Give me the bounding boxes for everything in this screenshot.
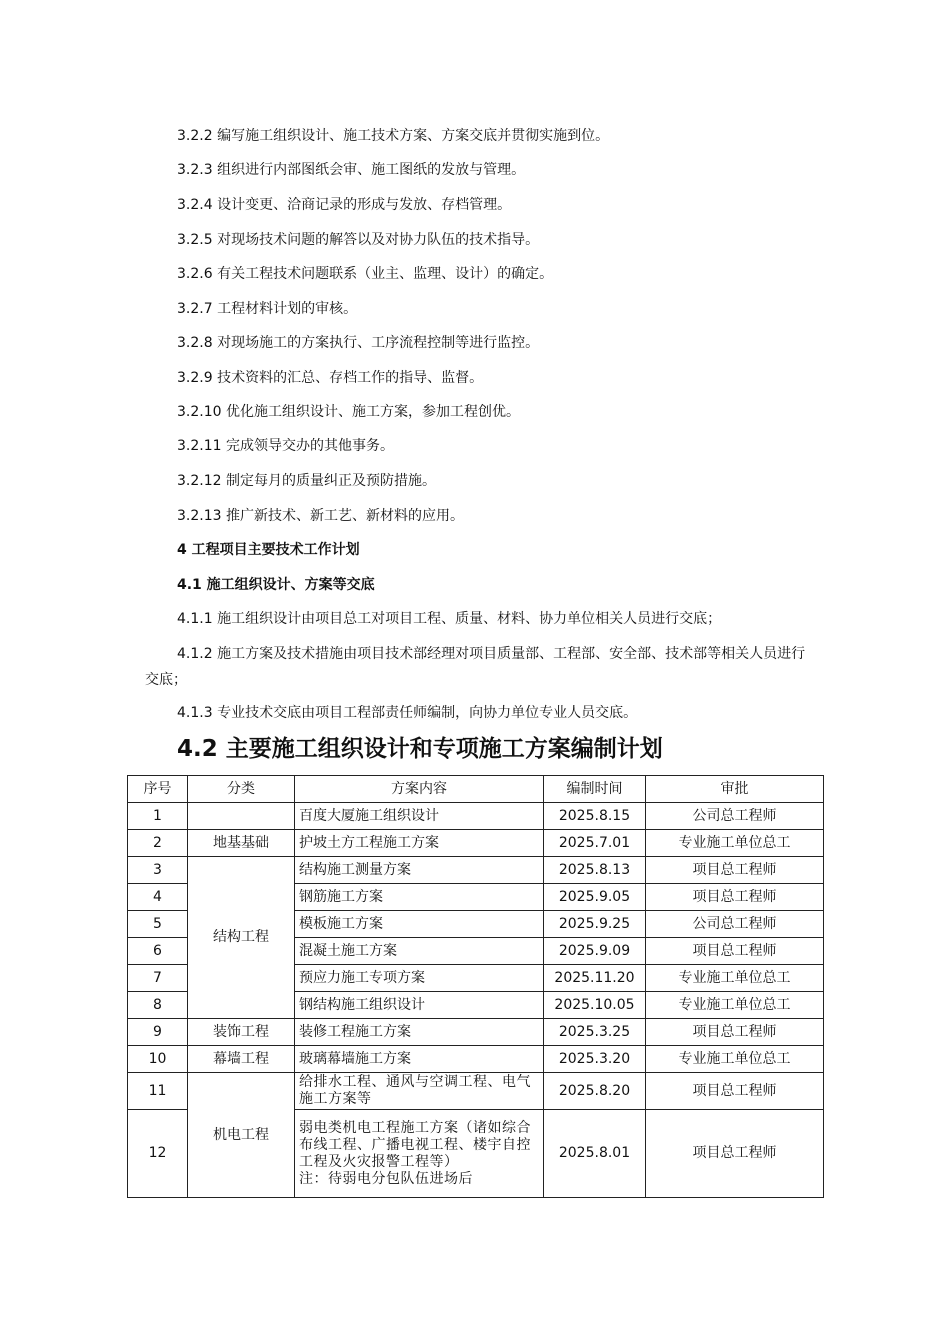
row-no: 12 (128, 1110, 188, 1198)
list-item: 3.2.10 优化施工组织设计、施工方案，参加工程创优。 (177, 404, 520, 420)
row-no: 6 (128, 938, 188, 965)
list-item: 3.2.8 对现场施工的方案执行、工序流程控制等进行监控。 (177, 335, 540, 351)
row-content: 装修工程施工方案 (295, 1019, 544, 1046)
row-date: 2025.8.15 (544, 803, 646, 830)
row-no: 11 (128, 1073, 188, 1110)
row-approval: 公司总工程师 (646, 911, 824, 938)
row-date: 2025.8.13 (544, 857, 646, 884)
row-no: 10 (128, 1046, 188, 1073)
plan-table (127, 775, 824, 1198)
header-approval: 审批 (646, 776, 824, 803)
row-date: 2025.3.20 (544, 1046, 646, 1073)
row-content: 护坡土方工程施工方案 (295, 830, 544, 857)
row-content: 钢筋施工方案 (295, 884, 544, 911)
table-row (128, 830, 824, 857)
row-date: 2025.7.01 (544, 830, 646, 857)
row-date: 2025.9.25 (544, 911, 646, 938)
paragraph: 4.1.2 施工方案及技术措施由项目技术部经理对项目质量部、工程部、安全部、技术部等相关人员进行交底； (145, 646, 806, 688)
table-row (128, 803, 824, 830)
row-date: 2025.11.20 (544, 965, 646, 992)
subsection-heading: 4.1 施工组织设计、方案等交底 (177, 577, 375, 593)
header-no: 序号 (128, 776, 188, 803)
list-item: 3.2.5 对现场技术问题的解答以及对协力队伍的技术指导。 (177, 232, 540, 248)
row-approval: 专业施工单位总工 (646, 1046, 824, 1073)
row-category-empty (188, 803, 295, 830)
row-content: 模板施工方案 (295, 911, 544, 938)
row-approval: 项目总工程师 (646, 1110, 824, 1198)
row-content: 给排水工程、通风与空调工程、电气施工方案等 (295, 1073, 544, 1110)
row-date: 2025.8.20 (544, 1073, 646, 1110)
list-item: 3.2.9 技术资料的汇总、存档工作的指导、监督。 (177, 370, 484, 386)
row-content: 钢结构施工组织设计 (295, 992, 544, 1019)
row-approval: 项目总工程师 (646, 857, 824, 884)
table-row (128, 1073, 824, 1110)
row-date: 2025.10.05 (544, 992, 646, 1019)
row-no: 4 (128, 884, 188, 911)
row-content (295, 1110, 544, 1198)
row-date: 2025.9.05 (544, 884, 646, 911)
list-item: 3.2.2 编写施工组织设计、施工技术方案、方案交底并贯彻实施到位。 (177, 128, 610, 144)
table-row (128, 1019, 824, 1046)
header-date: 编制时间 (544, 776, 646, 803)
row-category: 装饰工程 (188, 1019, 295, 1046)
row-date: 2025.8.01 (544, 1110, 646, 1198)
row-content-note: 注：待弱电分包队伍进场后 (299, 1170, 473, 1187)
list-item: 3.2.13 推广新技术、新工艺、新材料的应用。 (177, 508, 464, 524)
row-content: 百度大厦施工组织设计 (295, 803, 544, 830)
paragraph: 4.1.3 专业技术交底由项目工程部责任师编制，向协力单位专业人员交底。 (177, 705, 638, 721)
table-row (128, 1046, 824, 1073)
row-approval: 专业施工单位总工 (646, 830, 824, 857)
list-item: 3.2.12 制定每月的质量纠正及预防措施。 (177, 473, 436, 489)
table-title: 4.2 主要施工组织设计和专项施工方案编制计划 (177, 736, 663, 762)
row-category: 结构工程 (188, 857, 295, 1019)
header-content: 方案内容 (295, 776, 544, 803)
paragraph: 4.1.1 施工组织设计由项目总工对项目工程、质量、材料、协力单位相关人员进行交底； (177, 611, 722, 627)
list-item: 3.2.11 完成领导交办的其他事务。 (177, 438, 394, 454)
list-item: 3.2.4 设计变更、洽商记录的形成与发放、存档管理。 (177, 197, 512, 213)
row-content: 预应力施工专项方案 (295, 965, 544, 992)
row-approval: 项目总工程师 (646, 938, 824, 965)
row-no: 2 (128, 830, 188, 857)
row-content: 结构施工测量方案 (295, 857, 544, 884)
row-approval: 项目总工程师 (646, 1073, 824, 1110)
row-approval: 项目总工程师 (646, 1019, 824, 1046)
row-approval: 专业施工单位总工 (646, 965, 824, 992)
row-approval: 公司总工程师 (646, 803, 824, 830)
row-category: 地基基础 (188, 830, 295, 857)
row-approval: 专业施工单位总工 (646, 992, 824, 1019)
row-content: 玻璃幕墙施工方案 (295, 1046, 544, 1073)
row-no: 3 (128, 857, 188, 884)
row-category: 机电工程 (188, 1073, 295, 1198)
row-content-text: 弱电类机电工程施工方案（诸如综合布线工程、广播电视工程、楼宇自控工程及火灾报警工程等） (299, 1119, 531, 1170)
row-date: 2025.9.09 (544, 938, 646, 965)
row-no: 9 (128, 1019, 188, 1046)
table-header-row (128, 776, 824, 803)
row-category: 幕墙工程 (188, 1046, 295, 1073)
row-no: 1 (128, 803, 188, 830)
row-no: 8 (128, 992, 188, 1019)
table-row (128, 857, 824, 884)
list-item: 3.2.3 组织进行内部图纸会审、施工图纸的发放与管理。 (177, 162, 526, 178)
list-item: 3.2.7 工程材料计划的审核。 (177, 301, 358, 317)
header-category: 分类 (188, 776, 295, 803)
row-no: 7 (128, 965, 188, 992)
row-content: 混凝土施工方案 (295, 938, 544, 965)
list-item: 3.2.6 有关工程技术问题联系（业主、监理、设计）的确定。 (177, 266, 554, 282)
section-heading: 4 工程项目主要技术工作计划 (177, 542, 360, 558)
row-no: 5 (128, 911, 188, 938)
row-date: 2025.3.25 (544, 1019, 646, 1046)
row-approval: 项目总工程师 (646, 884, 824, 911)
